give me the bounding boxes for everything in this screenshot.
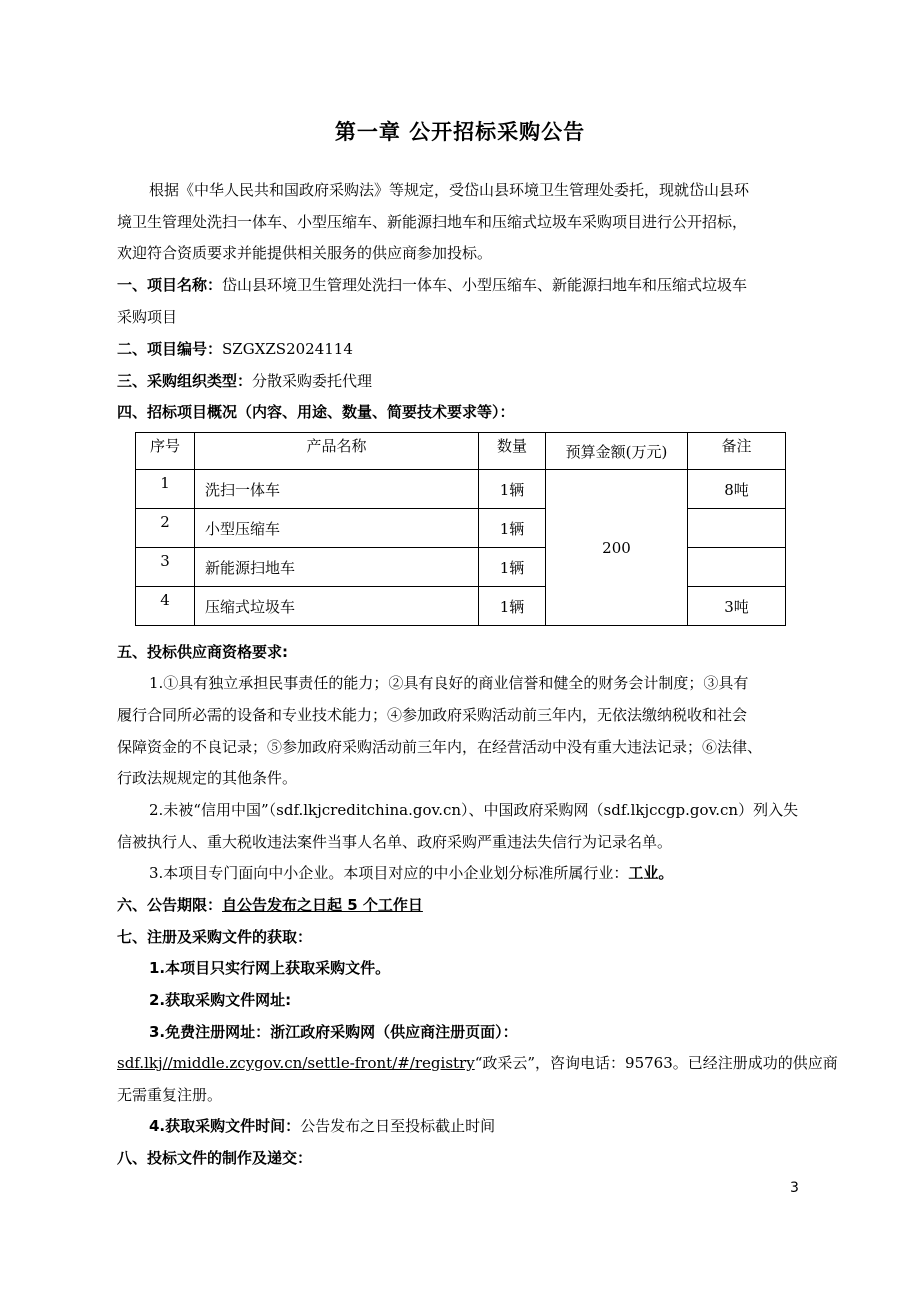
table-header-row bbox=[136, 433, 786, 470]
row-1-note: 8吨 bbox=[688, 470, 786, 509]
section-6-label: 六、公告期限： bbox=[117, 896, 223, 914]
table-row bbox=[136, 509, 786, 548]
section-3-procurement-type bbox=[117, 371, 807, 391]
section-6-notice-period bbox=[117, 895, 807, 915]
section-6-value: 自公告发布之日起 5 个工作日 bbox=[222, 896, 423, 914]
registration-continuation: 无需重复注册。 bbox=[117, 1086, 223, 1104]
section-8-heading: 八、投标文件的制作及递交： bbox=[117, 1149, 313, 1167]
row-1-name: 洗扫一体车 bbox=[195, 470, 479, 509]
section-4-heading: 四、招标项目概况（内容、用途、数量、简要技术要求等）： bbox=[117, 403, 515, 421]
intro-line-3: 欢迎符合资质要求并能提供相关服务的供应商参加投标。 bbox=[117, 244, 493, 262]
qualification-3 bbox=[149, 863, 839, 883]
section-7-heading: 七、注册及采购文件的获取： bbox=[117, 928, 313, 946]
registration-link[interactable]: sdf.lkj//middle.zcygov.cn/settle-front/#/registry bbox=[117, 1054, 475, 1072]
intro-line-2: 境卫生管理处洗扫一体车、小型压缩车、新能源扫地车和压缩式垃圾车采购项目进行公开招标， bbox=[117, 213, 748, 231]
header-note: 备注 bbox=[688, 433, 786, 470]
row-3-qty: 1辆 bbox=[479, 548, 546, 587]
row-1-qty: 1辆 bbox=[479, 470, 546, 509]
header-product-name: 产品名称 bbox=[195, 433, 479, 470]
header-quantity: 数量 bbox=[479, 433, 546, 470]
header-budget: 预算金额(万元) bbox=[546, 433, 688, 470]
section-7-item-1: 1.本项目只实行网上获取采购文件。 bbox=[149, 959, 391, 977]
row-2-name: 小型压缩车 bbox=[195, 509, 479, 548]
section-7-item-4-label: 4.获取采购文件时间： bbox=[149, 1117, 301, 1135]
row-2-qty: 1辆 bbox=[479, 509, 546, 548]
intro-line-1: 根据《中华人民共和国政府采购法》等规定，受岱山县环境卫生管理处委托，现就岱山县环 bbox=[149, 181, 750, 199]
table-row bbox=[136, 587, 786, 626]
row-1-no: 1 bbox=[136, 470, 195, 509]
section-7-item-4 bbox=[149, 1116, 839, 1136]
row-4-note: 3吨 bbox=[688, 587, 786, 626]
row-3-no: 3 bbox=[136, 548, 195, 587]
qualification-2-line-2: 信被执行人、重大税收违法案件当事人名单、政府采购严重违法失信行为记录名单。 bbox=[117, 833, 673, 851]
page-number: 3 bbox=[790, 1180, 799, 1196]
row-2-note bbox=[688, 509, 786, 548]
qualification-1-line-4: 行政法规规定的其他条件。 bbox=[117, 769, 298, 787]
row-4-qty: 1辆 bbox=[479, 587, 546, 626]
registration-rest: “政采云”，咨询电话：95763。已经注册成功的供应商 bbox=[474, 1054, 838, 1072]
section-2-value: SZGXZS2024114 bbox=[222, 340, 353, 358]
page-title: 第一章 公开招标采购公告 bbox=[334, 120, 586, 144]
section-2-label: 二、项目编号： bbox=[117, 340, 223, 358]
qualification-2-line-1: 2.未被“信用中国”（sdf.lkjcreditchina.gov.cn）、中国政府采购网（sdf.lkjccgp.gov.cn）列入失 bbox=[149, 801, 799, 819]
section-1-continuation: 采购项目 bbox=[117, 308, 178, 326]
row-3-name: 新能源扫地车 bbox=[195, 548, 479, 587]
table-row bbox=[136, 548, 786, 587]
header-no: 序号 bbox=[136, 433, 195, 470]
section-1-label: 一、项目名称： bbox=[117, 276, 223, 294]
qualification-1-line-1: 1.①具有独立承担民事责任的能力；②具有良好的商业信誉和健全的财务会计制度；③具有 bbox=[149, 674, 749, 692]
section-7-item-4-value: 公告发布之日至投标截止时间 bbox=[300, 1117, 496, 1135]
budget-cell: 200 bbox=[546, 470, 688, 626]
qualification-3-industry: 工业。 bbox=[628, 864, 674, 882]
section-5-heading: 五、投标供应商资格要求: bbox=[117, 643, 288, 661]
qualification-1-line-2: 履行合同所必需的设备和专业技术能力；④参加政府采购活动前三年内，无依法缴纳税收和社会 bbox=[117, 706, 748, 724]
row-4-name: 压缩式垃圾车 bbox=[195, 587, 479, 626]
qualification-3-text: 3.本项目专门面向中小企业。本项目对应的中小企业划分标准所属行业： bbox=[149, 864, 629, 882]
section-3-label: 三、采购组织类型： bbox=[117, 372, 253, 390]
section-2-project-number bbox=[117, 339, 807, 359]
registration-line bbox=[117, 1053, 838, 1073]
row-2-no: 2 bbox=[136, 509, 195, 548]
section-7-item-2: 2.获取采购文件网址: bbox=[149, 991, 292, 1009]
section-1-value: 岱山县环境卫生管理处洗扫一体车、小型压缩车、新能源扫地车和压缩式垃圾车 bbox=[222, 276, 748, 294]
row-4-no: 4 bbox=[136, 587, 195, 626]
table-row bbox=[136, 470, 786, 509]
section-3-value: 分散采购委托代理 bbox=[252, 372, 373, 390]
section-1-project-name bbox=[117, 275, 807, 295]
qualification-1-line-3: 保障资金的不良记录；⑤参加政府采购活动前三年内，在经营活动中没有重大违法记录；⑥法律、 bbox=[117, 738, 763, 756]
row-3-note bbox=[688, 548, 786, 587]
items-table bbox=[135, 432, 786, 626]
section-7-item-3: 3.免费注册网址：浙江政府采购网（供应商注册页面）： bbox=[149, 1023, 518, 1041]
